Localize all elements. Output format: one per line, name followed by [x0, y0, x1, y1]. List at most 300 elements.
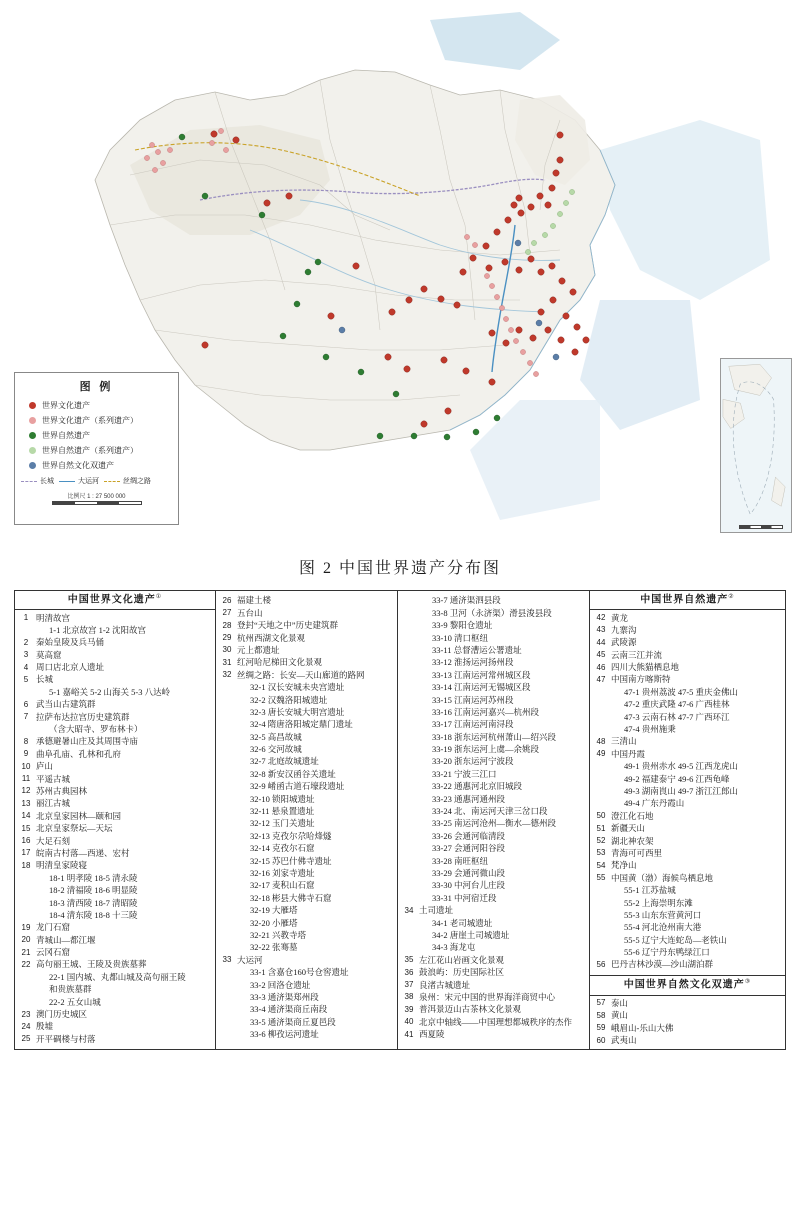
- table-row: [398, 892, 589, 904]
- table-row: [398, 731, 589, 743]
- row-number: 35: [404, 955, 414, 965]
- table-row: [15, 736, 215, 748]
- table-row: [590, 810, 785, 822]
- row-number: [218, 1017, 236, 1018]
- row-label: 福建土楼: [237, 595, 272, 606]
- row-number: [592, 774, 610, 775]
- row-number: 14: [21, 811, 31, 821]
- row-label: 丽江古城: [36, 798, 71, 809]
- row-number: [400, 756, 418, 757]
- row-label: 1-1 北京故宫 1-2 沈阳故宫: [49, 624, 147, 635]
- legend-label-cultural-series: 世界文化遗产（系列遗产）: [42, 416, 138, 425]
- row-label: 苏州古典园林: [36, 785, 88, 796]
- table-row: [216, 818, 397, 830]
- row-label: 33-8 卫河（永济渠）滑县浚县段: [432, 607, 552, 618]
- row-label: 33-16 江南运河嘉兴—杭州段: [432, 706, 539, 717]
- row-label: 34-1 老司城遗址: [432, 917, 493, 928]
- row-label: 33-22 通惠河北京旧城段: [432, 781, 522, 792]
- row-label: 明清故宫: [36, 612, 71, 623]
- table-row: [590, 736, 785, 748]
- row-label: 33-21 宁波三江口: [432, 768, 497, 779]
- table-row: [216, 731, 397, 743]
- legend-swatch-mixed: [29, 462, 36, 469]
- row-number: [400, 868, 418, 869]
- row-number: [592, 687, 610, 688]
- table-row: [15, 674, 215, 686]
- row-number: [400, 695, 418, 696]
- row-label: 普洱景迈山古茶林文化景观: [419, 1004, 522, 1015]
- table-row: [15, 934, 215, 946]
- row-label: 32-15 苏巴什佛寺遗址: [250, 855, 332, 866]
- table-row: [590, 947, 785, 959]
- row-label: 33-29 会通河微山段: [432, 867, 505, 878]
- table-row: [216, 892, 397, 904]
- table-row: [590, 959, 785, 971]
- row-label: 三清山: [611, 736, 637, 747]
- table-row: [15, 810, 215, 822]
- map-scale-graphic: [52, 501, 142, 505]
- row-number: 36: [404, 967, 414, 977]
- legend-swatch-natural: [29, 432, 36, 439]
- row-label: 55-5 辽宁大连蛇岛—老铁山: [624, 934, 727, 945]
- row-number: [400, 880, 418, 881]
- row-label: 32-9 崤函古道石壕段遗址: [250, 781, 345, 792]
- legend-swatch-cultural-series: [29, 417, 36, 424]
- row-number: 60: [596, 1035, 606, 1045]
- row-number: 29: [222, 633, 232, 643]
- row-label: 33-13 江南运河常州城区段: [432, 669, 531, 680]
- row-number: 56: [596, 959, 606, 969]
- row-number: [17, 885, 35, 886]
- row-number: 16: [21, 836, 31, 846]
- row-label: 32-17 麦积山石窟: [250, 880, 315, 891]
- table-row: [398, 694, 589, 706]
- row-number: [400, 620, 418, 621]
- row-label: 33-18 浙东运河杭州萧山—绍兴段: [432, 731, 556, 742]
- row-number: 7: [23, 712, 29, 722]
- row-label: 33-14 江南运河无锡城区段: [432, 682, 531, 693]
- table-row: [15, 1021, 215, 1033]
- row-number: 10: [21, 761, 31, 771]
- row-number: 59: [596, 1023, 606, 1033]
- row-label: 泉州：宋元中国的世界海洋商贸中心: [419, 991, 556, 1002]
- row-label: 33-3 通济渠郑州段: [250, 991, 319, 1002]
- legend-item-mixed: [21, 458, 172, 473]
- row-number: [592, 761, 610, 762]
- natural-heritage-header-text: 中国世界自然遗产: [640, 594, 729, 606]
- row-label: 青城山—都江堰: [36, 934, 96, 945]
- row-label: 33-19 浙东运河上虞—余姚段: [432, 744, 539, 755]
- row-label: 平遥古城: [36, 773, 71, 784]
- row-number: [400, 930, 418, 931]
- table-row: [216, 682, 397, 694]
- row-label: 巴丹吉林沙漠—沙山湖泊群: [611, 959, 714, 970]
- row-label: 龙门石窟: [36, 922, 71, 933]
- row-label: 47-1 贵州荔波 47-5 重庆金佛山: [624, 686, 739, 697]
- row-number: [218, 818, 236, 819]
- inset-scale-graphic: [739, 525, 783, 529]
- row-label: 丝绸之路：长安—天山廊道的路网: [237, 669, 365, 680]
- row-number: 50: [596, 811, 606, 821]
- row-number: [592, 885, 610, 886]
- table-row: [398, 607, 589, 619]
- row-number: [592, 935, 610, 936]
- table-row: [398, 830, 589, 842]
- row-number: 37: [404, 980, 414, 989]
- table-row: [15, 872, 215, 884]
- natural-heritage-header: [590, 591, 785, 610]
- table-row: [216, 620, 397, 632]
- legend-item-great-wall: [21, 476, 54, 486]
- table-row: [216, 868, 397, 880]
- row-label: 47-3 云南石林 47-7 广西环江: [624, 711, 730, 722]
- row-label: 22-1 国内城、丸都山城及高句丽王陵: [49, 971, 186, 982]
- table-row: [15, 823, 215, 835]
- row-number: 40: [404, 1017, 414, 1027]
- row-number: [218, 843, 236, 844]
- row-label: 黄龙: [611, 612, 629, 623]
- legend-swatch-cultural: [29, 402, 36, 409]
- row-label: 34-2 唐崖土司城遗址: [432, 929, 510, 940]
- row-number: 18: [21, 860, 31, 870]
- row-label: 33-6 柳孜运河遗址: [250, 1029, 319, 1040]
- row-number: 23: [21, 1009, 31, 1019]
- table-row: [590, 637, 785, 649]
- table-column-2: [215, 591, 397, 1049]
- row-label: 32-7 北庭故城遗址: [250, 756, 319, 767]
- legend-label-silk-road: 丝绸之路: [123, 478, 151, 485]
- row-number: [218, 918, 236, 919]
- row-number: 46: [596, 662, 606, 672]
- row-number: [400, 794, 418, 795]
- row-label: 32-8 新安汉函谷关遗址: [250, 768, 336, 779]
- row-number: [592, 786, 610, 787]
- table-row: [398, 917, 589, 929]
- table-row: [15, 996, 215, 1008]
- row-number: [400, 645, 418, 646]
- row-number: [17, 724, 35, 725]
- map-scale: [21, 491, 172, 505]
- row-label: 泰山: [611, 997, 629, 1008]
- table-row: [590, 897, 785, 909]
- row-label: 33-12 淮扬运河扬州段: [432, 657, 514, 668]
- table-row: [216, 645, 397, 657]
- row-label: 鼓浪屿：历史国际社区: [419, 967, 505, 978]
- row-label: 左江花山岩画文化景观: [419, 954, 505, 965]
- row-number: [218, 744, 236, 745]
- table-row: [398, 781, 589, 793]
- row-number: [592, 699, 610, 700]
- table-row: [216, 793, 397, 805]
- row-number: [592, 910, 610, 911]
- table-row: [15, 699, 215, 711]
- table-row: [15, 748, 215, 760]
- row-number: 11: [21, 774, 31, 784]
- heritage-list-table: [14, 590, 786, 1050]
- table-row: [216, 855, 397, 867]
- table-row: [216, 880, 397, 892]
- table-row: [216, 607, 397, 619]
- natural-heritage-header-note: ②: [728, 594, 735, 600]
- row-number: 31: [222, 657, 232, 667]
- row-label: 32-10 锁阳城遗址: [250, 793, 315, 804]
- row-label: 33-31 中河宿迁段: [432, 892, 497, 903]
- row-label: 33-25 南运河沧州—衡水—德州段: [432, 818, 556, 829]
- row-label: 32-22 张骞墓: [250, 942, 298, 953]
- row-number: 44: [596, 637, 606, 647]
- table-row: [216, 967, 397, 979]
- table-row: [216, 930, 397, 942]
- table-row: [216, 954, 397, 966]
- row-number: [218, 980, 236, 981]
- table-row: [15, 612, 215, 624]
- row-label: 32-5 高昌故城: [250, 731, 302, 742]
- row-number: 8: [23, 736, 29, 746]
- table-row: [398, 930, 589, 942]
- table-row: [216, 707, 397, 719]
- row-label: 55-3 山东东营黄河口: [624, 909, 702, 920]
- row-label: 中国黄（渤）海候鸟栖息地: [611, 872, 714, 883]
- table-row: [15, 947, 215, 959]
- table-row: [398, 855, 589, 867]
- row-label: 18-1 明孝陵 18-5 清永陵: [49, 872, 138, 883]
- row-label: 32-14 克孜尔石窟: [250, 843, 315, 854]
- row-number: 48: [596, 736, 606, 746]
- row-label: 武当山古建筑群: [36, 699, 96, 710]
- row-number: [592, 724, 610, 725]
- row-label: 长城: [36, 674, 54, 685]
- row-number: [218, 707, 236, 708]
- row-number: 22: [21, 959, 31, 969]
- row-number: 2: [23, 637, 29, 647]
- table-row: [398, 1016, 589, 1028]
- south-china-sea-inset: [720, 358, 792, 533]
- row-label: 33-27 会通河阳谷段: [432, 843, 505, 854]
- row-label: （含大昭寺、罗布林卡）: [49, 724, 143, 735]
- table-row: [15, 786, 215, 798]
- legend-label-natural-series: 世界自然遗产（系列遗产）: [42, 446, 138, 455]
- table-row: [398, 806, 589, 818]
- row-label: 武陵源: [611, 637, 637, 648]
- table-row: [590, 835, 785, 847]
- table-row: [15, 959, 215, 971]
- row-label: 西夏陵: [419, 1029, 445, 1040]
- row-label: 北京中轴线——中国理想都城秩序的杰作: [419, 1016, 573, 1027]
- row-number: [400, 769, 418, 770]
- row-label: 和贵族墓群: [49, 984, 92, 995]
- row-label: 55-4 河北沧州南大港: [624, 922, 702, 933]
- row-number: [218, 942, 236, 943]
- row-number: [218, 856, 236, 857]
- cultural-heritage-header-text: 中国世界文化遗产: [67, 594, 156, 606]
- table-row: [590, 711, 785, 723]
- row-number: 58: [596, 1010, 606, 1020]
- table-row: [398, 818, 589, 830]
- table-row: [398, 620, 589, 632]
- row-number: [400, 856, 418, 857]
- row-number: [17, 972, 35, 973]
- row-number: [218, 695, 236, 696]
- row-number: 39: [404, 1004, 414, 1014]
- silk-road-line-icon: [104, 481, 120, 482]
- row-label: 武夷山: [611, 1035, 637, 1046]
- row-label: 32-4 隋唐洛阳城定鼎门遗址: [250, 719, 353, 730]
- row-label: 峨眉山-乐山大佛: [611, 1022, 674, 1033]
- row-label: 18-2 清福陵 18-6 明显陵: [49, 885, 138, 896]
- row-number: [218, 732, 236, 733]
- table-row: [398, 793, 589, 805]
- table-row: [398, 1004, 589, 1016]
- row-label: 33-4 通济渠商丘南段: [250, 1004, 328, 1015]
- row-number: [592, 798, 610, 799]
- inset-map: [721, 359, 791, 532]
- row-number: [218, 905, 236, 906]
- row-number: 52: [596, 836, 606, 846]
- table-column-2-rows: [216, 591, 397, 1043]
- table-row: [398, 756, 589, 768]
- row-number: [400, 831, 418, 832]
- legend-label-cultural: 世界文化遗产: [42, 401, 90, 410]
- row-label: 四川大熊猫栖息地: [611, 662, 680, 673]
- row-label: 32-21 兴教寺塔: [250, 929, 306, 940]
- row-label: 大运河: [237, 954, 263, 965]
- row-number: [592, 712, 610, 713]
- row-label: 澄江化石地: [611, 810, 654, 821]
- row-number: [400, 806, 418, 807]
- legend-item-cultural-series: [21, 413, 172, 428]
- row-label: 九寨沟: [611, 624, 637, 635]
- figure-caption: 图 2 中国世界遗产分布图: [298, 560, 501, 577]
- row-label: 22-2 五女山城: [49, 996, 101, 1007]
- row-label: 5-1 嘉峪关 5-2 山海关 5-3 八达岭: [49, 686, 171, 697]
- mixed-heritage-header: [590, 975, 785, 995]
- mixed-heritage-rows: [590, 996, 785, 1050]
- table-row: [216, 719, 397, 731]
- row-label: 良渚古城遗址: [419, 979, 471, 990]
- row-label: 湖北神农架: [611, 835, 654, 846]
- row-label: 高句丽王城、王陵及贵族墓葬: [36, 959, 147, 970]
- legend-item-grand-canal: [59, 476, 99, 486]
- table-row: [590, 662, 785, 674]
- cultural-heritage-header: [15, 591, 215, 610]
- row-number: [17, 625, 35, 626]
- row-label: 北京皇家祭坛—天坛: [36, 823, 113, 834]
- table-row: [590, 786, 785, 798]
- table-row: [216, 992, 397, 1004]
- row-label: 33-15 江南运河苏州段: [432, 694, 514, 705]
- row-number: 51: [596, 823, 606, 833]
- table-column-4-rows: [590, 610, 785, 973]
- row-number: 34: [404, 905, 414, 915]
- row-number: [400, 719, 418, 720]
- row-number: [400, 608, 418, 609]
- table-row: [398, 880, 589, 892]
- row-number: 6: [23, 699, 29, 709]
- table-row: [15, 686, 215, 698]
- table-row: [398, 595, 589, 607]
- row-number: 21: [21, 947, 31, 957]
- table-row: [590, 798, 785, 810]
- row-number: [218, 682, 236, 683]
- map-scale-label: 比例尺 1 : 27 500 000: [67, 494, 126, 500]
- row-label: 32-6 交河故城: [250, 744, 302, 755]
- row-label: 55-6 辽宁丹东鸭绿江口: [624, 947, 710, 958]
- row-label: 周口店北京人遗址: [36, 662, 105, 673]
- map-figure: [0, 0, 800, 545]
- row-number: [218, 806, 236, 807]
- row-label: 33-24 北、南运河天津三岔口段: [432, 806, 548, 817]
- row-number: [400, 732, 418, 733]
- row-number: [400, 707, 418, 708]
- table-row: [15, 860, 215, 872]
- row-label: 33-17 江南运河南浔段: [432, 719, 514, 730]
- table-row: [15, 1009, 215, 1021]
- table-row: [398, 768, 589, 780]
- row-number: 45: [596, 650, 606, 660]
- row-label: 明清皇家陵寝: [36, 860, 88, 871]
- row-label: 47-2 重庆武隆 47-6 广西桂林: [624, 699, 730, 710]
- row-number: [400, 818, 418, 819]
- row-label: 庐山: [36, 761, 54, 772]
- row-number: 9: [23, 749, 29, 759]
- row-number: [218, 781, 236, 782]
- row-number: [17, 898, 35, 899]
- row-label: 皖南古村落—西递、宏村: [36, 847, 130, 858]
- row-label: 承德避暑山庄及其周围寺庙: [36, 736, 139, 747]
- row-number: [400, 744, 418, 745]
- row-number: 32: [222, 670, 232, 680]
- row-label: 33-9 黎阳仓遗址: [432, 620, 493, 631]
- row-number: 3: [23, 650, 29, 660]
- row-label: 33-7 通济渠泗县段: [432, 595, 501, 606]
- row-number: 28: [222, 620, 232, 630]
- legend-label-natural: 世界自然遗产: [42, 431, 90, 440]
- row-number: 30: [222, 645, 232, 655]
- row-number: [218, 756, 236, 757]
- row-number: [218, 831, 236, 832]
- table-column-1-rows: [15, 610, 215, 1048]
- row-number: 4: [23, 662, 29, 672]
- row-number: 12: [21, 786, 31, 796]
- table-row: [398, 669, 589, 681]
- row-label: 新疆天山: [611, 823, 646, 834]
- row-label: 莫高窟: [36, 649, 62, 660]
- row-number: [218, 868, 236, 869]
- table-row: [398, 657, 589, 669]
- row-number: 19: [21, 922, 31, 932]
- table-row: [216, 595, 397, 607]
- row-number: 27: [222, 608, 232, 618]
- row-number: [400, 670, 418, 671]
- table-row: [590, 1010, 785, 1022]
- legend-label-great-wall: 长城: [40, 478, 54, 485]
- row-number: [218, 930, 236, 931]
- table-row: [590, 1022, 785, 1034]
- row-label: 55-1 江苏盐城: [624, 885, 676, 896]
- table-row: [398, 707, 589, 719]
- row-number: [400, 633, 418, 634]
- table-row: [216, 917, 397, 929]
- row-label: 元上都遗址: [237, 644, 280, 655]
- mixed-heritage-header-text: 中国世界自然文化双遗产: [623, 979, 745, 991]
- row-label: 曲阜孔庙、孔林和孔府: [36, 748, 122, 759]
- legend-title: 图 例: [79, 381, 114, 393]
- row-label: 55-2 上海崇明东滩: [624, 897, 693, 908]
- row-label: 33-26 会通河临清段: [432, 830, 505, 841]
- row-number: [400, 595, 418, 596]
- row-number: [218, 769, 236, 770]
- table-row: [15, 711, 215, 723]
